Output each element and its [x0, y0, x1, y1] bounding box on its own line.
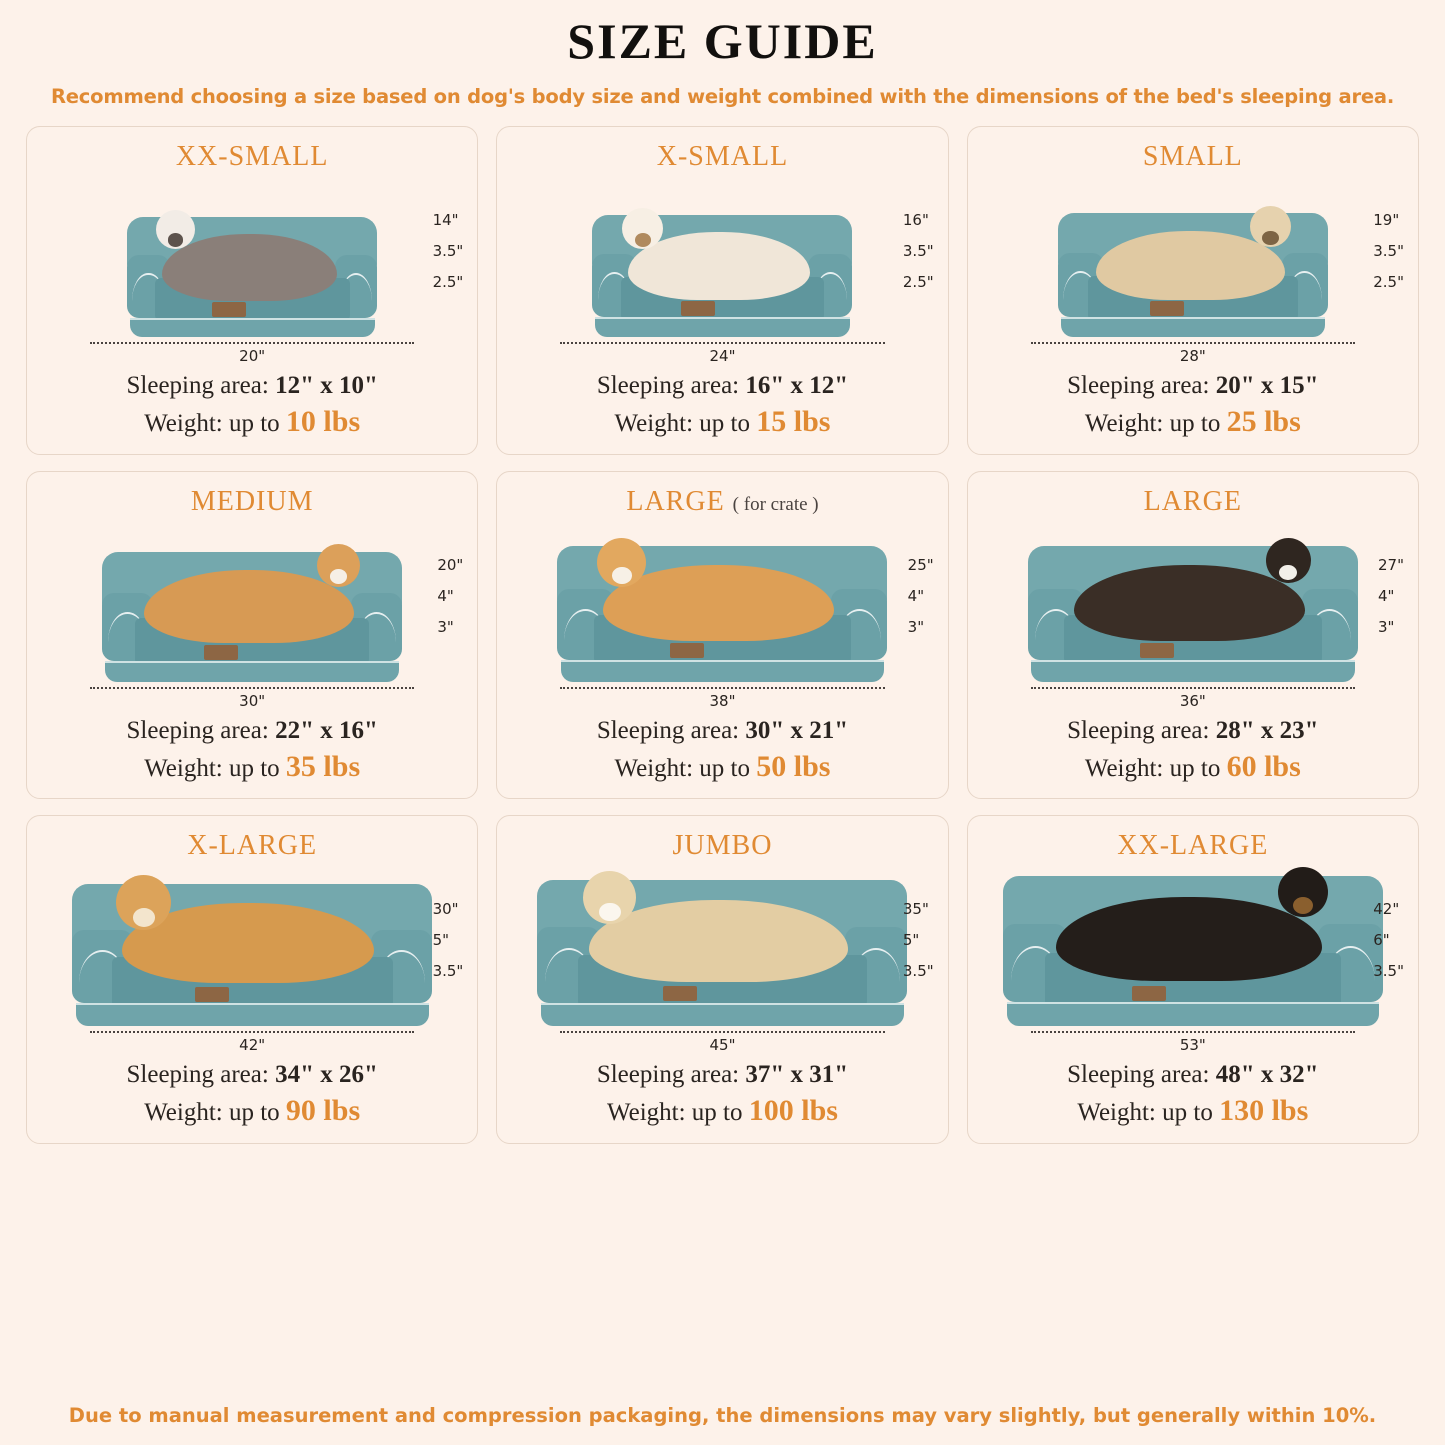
width-dimension	[980, 687, 1406, 710]
weight-line	[1067, 747, 1318, 787]
dog-muzzle	[612, 567, 632, 584]
bed-illustration	[509, 179, 935, 365]
dog-muzzle	[168, 233, 184, 246]
bed-illustration	[39, 179, 465, 365]
dog-bed-graphic	[102, 552, 402, 682]
weight-value: 60 lbs	[1226, 749, 1301, 783]
dog-head	[583, 871, 636, 924]
size-name: X-SMALL	[656, 141, 789, 172]
width-dimension	[39, 1031, 465, 1054]
weight-label: Weight: up to	[614, 754, 757, 782]
size-card-title	[176, 141, 329, 173]
sleeping-area-value: 37" x 31"	[745, 1061, 849, 1089]
weight-label: Weight: up to	[144, 1099, 286, 1127]
weight-label: Weight: up to	[144, 754, 286, 782]
size-details	[597, 1058, 848, 1131]
dog-bed-graphic	[1028, 546, 1358, 682]
brand-tag	[204, 645, 238, 660]
dim-height: 35"	[902, 900, 929, 919]
dimension-rule	[560, 342, 884, 344]
width-dimension	[980, 1031, 1406, 1054]
sleeping-area-label: Sleeping area:	[126, 1061, 276, 1089]
dim-height: 19"	[1373, 211, 1400, 229]
sleeping-area-value: 22" x 16"	[275, 716, 378, 744]
dim-mid: 4"	[437, 586, 454, 605]
size-card-title	[1117, 830, 1268, 862]
weight-line	[597, 1091, 848, 1131]
brand-tag	[663, 986, 697, 1001]
dim-low: 3"	[907, 617, 925, 636]
dim-width: 45"	[709, 1036, 736, 1055]
dim-mid: 6"	[1373, 931, 1390, 950]
height-dimensions	[433, 902, 464, 979]
dog-bed-graphic	[72, 884, 432, 1026]
size-details	[127, 714, 378, 787]
brand-tag	[681, 301, 715, 316]
width-dimension	[39, 687, 465, 710]
dim-mid: 5"	[902, 931, 920, 950]
size-name: X-LARGE	[187, 830, 318, 862]
dimension-rule	[90, 342, 414, 344]
dim-width: 53"	[1179, 1036, 1206, 1055]
dog-muzzle	[133, 908, 155, 927]
dim-low: 2.5"	[1373, 273, 1404, 291]
brand-tag	[1140, 643, 1174, 658]
brand-tag	[195, 987, 229, 1002]
sleeping-area-label: Sleeping area:	[1067, 372, 1216, 399]
bed-base	[561, 660, 884, 682]
brand-tag	[670, 643, 704, 658]
size-card-title	[673, 830, 773, 862]
weight-line	[127, 747, 378, 787]
size-card-title	[1144, 486, 1242, 518]
size-name: JUMBO	[672, 830, 773, 862]
dog-head	[1266, 538, 1311, 583]
sleeping-area-value: 12" x 10"	[275, 372, 378, 399]
size-card[interactable]	[496, 471, 948, 800]
width-dimension	[980, 342, 1406, 365]
size-card-grid	[26, 126, 1419, 1144]
size-card[interactable]	[26, 471, 478, 800]
width-dimension	[509, 1031, 935, 1054]
size-card[interactable]	[26, 815, 478, 1144]
dog-bed-graphic	[557, 546, 887, 682]
dog-bed-graphic	[1058, 213, 1328, 337]
size-card-title	[1143, 141, 1243, 173]
weight-value: 15 lbs	[756, 405, 831, 438]
brand-tag	[1150, 301, 1184, 316]
sleeping-area-label: Sleeping area:	[126, 716, 276, 744]
dog-photo	[1096, 231, 1285, 300]
dog-muzzle	[1293, 897, 1313, 914]
dim-height: 42"	[1373, 900, 1400, 919]
height-dimensions	[903, 213, 934, 290]
dim-low: 3.5"	[902, 962, 934, 981]
bed-base	[1007, 1002, 1379, 1026]
weight-label: Weight: up to	[614, 410, 757, 437]
sleeping-area-label: Sleeping area:	[126, 372, 276, 399]
bed-base	[1061, 317, 1326, 337]
dimension-rule	[1031, 1031, 1355, 1033]
dim-height: 30"	[432, 900, 459, 919]
dim-width: 28"	[1179, 347, 1206, 365]
sleeping-area-line	[127, 1058, 378, 1091]
dim-width: 38"	[709, 691, 736, 710]
brand-tag	[212, 302, 246, 317]
size-name: SMALL	[1142, 141, 1243, 172]
sleeping-area-value: 48" x 32"	[1215, 1061, 1319, 1089]
sleeping-area-value: 28" x 23"	[1215, 716, 1319, 744]
bed-base	[105, 661, 399, 682]
size-details	[597, 714, 848, 787]
dimension-rule	[560, 1031, 884, 1033]
dimension-rule	[560, 687, 884, 689]
dog-head	[116, 875, 171, 930]
size-card[interactable]	[496, 815, 948, 1144]
brand-tag	[1132, 986, 1166, 1001]
height-dimensions	[433, 213, 464, 290]
height-dimensions	[1378, 555, 1404, 636]
dim-mid: 3.5"	[432, 242, 464, 260]
dog-head	[622, 208, 663, 249]
dim-width: 20"	[239, 347, 266, 365]
sleeping-area-value: 30" x 21"	[745, 716, 849, 744]
weight-line	[597, 747, 848, 787]
size-details	[597, 369, 848, 442]
dim-low: 3"	[437, 617, 454, 636]
bed-illustration	[39, 524, 465, 710]
dim-width: 24"	[709, 347, 736, 365]
bed-base	[130, 318, 375, 337]
size-card-title	[626, 486, 818, 518]
width-dimension	[39, 342, 465, 365]
weight-value: 10 lbs	[285, 405, 361, 438]
dog-head	[597, 538, 646, 587]
weight-label: Weight: up to	[607, 1099, 749, 1127]
dim-height: 25"	[907, 555, 934, 574]
weight-value: 90 lbs	[285, 1094, 361, 1128]
dim-width: 42"	[239, 1036, 266, 1055]
size-note: ( for crate )	[732, 493, 819, 515]
dog-photo	[162, 234, 337, 301]
dog-bed-graphic	[127, 217, 377, 337]
sleeping-area-line	[1067, 714, 1318, 747]
sleeping-area-line	[127, 714, 378, 747]
size-card[interactable]	[967, 471, 1419, 800]
height-dimensions	[1373, 213, 1404, 290]
size-details	[1067, 369, 1318, 442]
size-name: XX-LARGE	[1117, 830, 1269, 862]
size-name: XX-SMALL	[175, 141, 329, 172]
weight-value: 35 lbs	[285, 749, 361, 783]
dim-height: 20"	[437, 555, 464, 574]
dim-mid: 3.5"	[1373, 242, 1404, 260]
sleeping-area-label: Sleeping area:	[1067, 1061, 1216, 1089]
sleeping-area-label: Sleeping area:	[596, 716, 746, 744]
bed-illustration	[39, 868, 465, 1054]
dog-bed-graphic	[537, 880, 907, 1026]
dog-muzzle	[635, 233, 651, 247]
size-name: LARGE	[1143, 485, 1242, 517]
height-dimensions	[907, 555, 934, 636]
dog-muzzle	[330, 569, 347, 584]
sleeping-area-line	[127, 369, 378, 402]
weight-label: Weight: up to	[144, 410, 286, 437]
dog-bed-graphic	[1003, 876, 1383, 1026]
bed-illustration	[980, 524, 1406, 710]
dog-head	[1278, 867, 1328, 917]
dim-low: 2.5"	[902, 273, 934, 291]
size-details	[1067, 714, 1318, 787]
bed-illustration	[980, 868, 1406, 1054]
weight-label: Weight: up to	[1084, 754, 1227, 782]
sleeping-area-label: Sleeping area:	[1067, 716, 1216, 744]
sleeping-area-line	[1067, 369, 1318, 402]
sleeping-area-value: 20" x 15"	[1215, 372, 1319, 399]
dim-low: 3.5"	[1373, 962, 1404, 981]
dim-width: 30"	[239, 691, 266, 710]
weight-line	[127, 402, 378, 442]
dog-head	[156, 210, 195, 249]
dog-head	[317, 544, 360, 587]
size-card[interactable]	[967, 815, 1419, 1144]
dog-bed-graphic	[592, 215, 852, 337]
weight-value: 50 lbs	[756, 749, 831, 783]
weight-line	[1067, 1091, 1318, 1131]
dim-mid: 4"	[907, 586, 925, 605]
dim-low: 2.5"	[432, 273, 464, 291]
width-dimension	[509, 687, 935, 710]
weight-label: Weight: up to	[1084, 410, 1227, 437]
bed-base	[76, 1003, 429, 1026]
weight-line	[127, 1091, 378, 1131]
dimension-rule	[90, 687, 414, 689]
page-subtitle: Recommend choosing a size based on dog's body size and weight combined with the dimensions of the bed's sleeping area.	[50, 85, 1395, 108]
page-title: SIZE GUIDE	[567, 13, 878, 69]
weight-label: Weight: up to	[1077, 1099, 1220, 1127]
dog-muzzle	[1262, 231, 1278, 245]
dim-width: 36"	[1179, 691, 1206, 710]
dim-height: 16"	[902, 211, 929, 229]
dim-mid: 4"	[1378, 586, 1395, 605]
weight-line	[597, 402, 848, 442]
size-details	[127, 369, 378, 442]
weight-line	[1067, 402, 1318, 442]
height-dimensions	[1373, 902, 1404, 979]
dog-muzzle	[599, 903, 620, 921]
dimension-rule	[1031, 342, 1355, 344]
size-name: LARGE	[626, 485, 725, 517]
height-dimensions	[903, 902, 934, 979]
dim-mid: 5"	[432, 931, 450, 950]
size-card[interactable]	[967, 126, 1419, 455]
sleeping-area-label: Sleeping area:	[596, 372, 746, 399]
sleeping-area-line	[597, 369, 848, 402]
size-card-title	[187, 830, 317, 862]
dog-muzzle	[1279, 565, 1297, 580]
dimension-rule	[90, 1031, 414, 1033]
sleeping-area-line	[1067, 1058, 1318, 1091]
size-card-title	[657, 141, 788, 173]
footer-note: Due to manual measurement and compression packaging, the dimensions may vary slightly, but generally within 10%.	[68, 1404, 1377, 1427]
dog-head	[1250, 206, 1291, 247]
sleeping-area-line	[597, 714, 848, 747]
size-details	[1067, 1058, 1318, 1131]
weight-value: 25 lbs	[1226, 405, 1301, 438]
bed-illustration	[980, 179, 1406, 365]
sleeping-area-line	[597, 1058, 848, 1091]
size-name: MEDIUM	[190, 485, 314, 517]
dim-height: 27"	[1378, 555, 1404, 574]
weight-value: 100 lbs	[748, 1094, 838, 1128]
bed-illustration	[509, 524, 935, 710]
dim-low: 3"	[1378, 617, 1395, 636]
bed-base	[541, 1003, 904, 1026]
dim-low: 3.5"	[432, 962, 464, 981]
dim-height: 14"	[432, 211, 459, 229]
height-dimensions	[437, 555, 464, 636]
size-details	[127, 1058, 378, 1131]
dimension-rule	[1031, 687, 1355, 689]
bed-base	[1031, 660, 1354, 682]
width-dimension	[509, 342, 935, 365]
dim-mid: 3.5"	[902, 242, 934, 260]
sleeping-area-label: Sleeping area:	[596, 1061, 746, 1089]
dog-photo	[628, 232, 810, 300]
sleeping-area-value: 34" x 26"	[275, 1061, 378, 1089]
bed-illustration	[509, 868, 935, 1054]
sleeping-area-value: 16" x 12"	[745, 372, 849, 399]
weight-value: 130 lbs	[1219, 1094, 1309, 1128]
size-card[interactable]	[496, 126, 948, 455]
size-card-title	[191, 486, 314, 518]
size-card[interactable]	[26, 126, 478, 455]
bed-base	[595, 317, 850, 337]
